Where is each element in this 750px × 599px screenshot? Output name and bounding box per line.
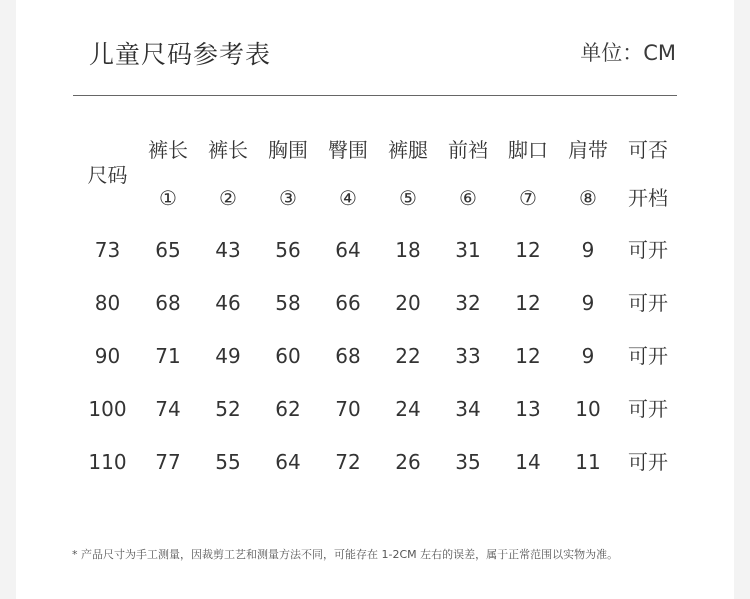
header-strap <box>558 126 618 224</box>
header-pants-length-2 <box>198 126 258 224</box>
header-marker: ② <box>219 186 237 210</box>
table-cell: 9 <box>581 238 595 262</box>
table-cell: 43 <box>215 238 241 262</box>
header-marker: ⑧ <box>579 186 597 210</box>
unit-label: 单位：CM <box>580 41 676 65</box>
table-cell: 10 <box>575 397 601 421</box>
table-row <box>77 383 678 436</box>
table-cell: 可开 <box>628 450 668 474</box>
header-chest <box>258 126 318 224</box>
table-cell: 55 <box>215 450 241 474</box>
table-row <box>77 436 678 489</box>
table-cell: 26 <box>395 450 421 474</box>
table-cell: 12 <box>515 344 541 368</box>
header-label: 可否 <box>628 138 668 162</box>
header-label: 裤腿 <box>388 138 428 162</box>
table-cell: 11 <box>575 450 601 474</box>
header-leg <box>378 126 438 224</box>
table-cell: 49 <box>215 344 241 368</box>
header-front-rise <box>438 126 498 224</box>
table-row <box>77 277 678 330</box>
header-label: 脚口 <box>508 138 548 162</box>
header-marker: ⑥ <box>459 186 477 210</box>
table-cell: 66 <box>335 291 361 315</box>
table-cell: 33 <box>455 344 481 368</box>
table-cell: 64 <box>275 450 301 474</box>
table-cell: 90 <box>94 344 121 368</box>
table-header-row <box>77 126 678 224</box>
header-marker: ① <box>159 186 177 210</box>
page-title: 儿童尺码参考表 <box>89 40 272 69</box>
header-label: 裤长 <box>208 138 248 162</box>
table-cell: 100 <box>88 397 127 421</box>
table-row <box>77 330 678 383</box>
header-size: 尺码 <box>87 163 128 187</box>
table-cell: 68 <box>155 291 181 315</box>
table-cell: 20 <box>395 291 421 315</box>
header-marker: ③ <box>279 186 297 210</box>
table-cell: 62 <box>275 397 301 421</box>
table-cell: 58 <box>275 291 301 315</box>
header-open-crotch <box>618 126 678 224</box>
header-marker: ⑤ <box>399 186 417 210</box>
table-row <box>77 224 678 277</box>
header-label: 裤长 <box>148 138 188 162</box>
header-label: 前裆 <box>448 138 488 162</box>
table-cell: 35 <box>455 450 481 474</box>
table-cell: 68 <box>335 344 361 368</box>
size-chart-page <box>16 0 734 599</box>
header-cuff <box>498 126 558 224</box>
header-label: 开档 <box>628 186 668 210</box>
table-cell: 可开 <box>628 238 668 262</box>
table-cell: 110 <box>88 450 127 474</box>
header-label: 肩带 <box>568 138 608 162</box>
table-cell: 可开 <box>628 397 668 421</box>
header-hip <box>318 126 378 224</box>
table-cell: 52 <box>215 397 241 421</box>
header-label: 胸围 <box>268 138 308 162</box>
table-cell: 80 <box>94 291 121 315</box>
table-cell: 60 <box>275 344 301 368</box>
header-marker: ⑦ <box>519 186 537 210</box>
table-cell: 74 <box>155 397 181 421</box>
title-divider <box>73 95 677 96</box>
table-cell: 22 <box>395 344 421 368</box>
table-cell: 34 <box>455 397 481 421</box>
table-cell: 24 <box>395 397 421 421</box>
table-cell: 13 <box>515 397 541 421</box>
table-cell: 31 <box>455 238 481 262</box>
table-cell: 72 <box>335 450 361 474</box>
table-cell: 46 <box>215 291 241 315</box>
table-cell: 71 <box>155 344 181 368</box>
table-cell: 9 <box>581 344 595 368</box>
table-cell: 32 <box>455 291 481 315</box>
table-cell: 65 <box>155 238 181 262</box>
header-marker: ④ <box>339 186 357 210</box>
table-cell: 9 <box>581 291 595 315</box>
table-cell: 73 <box>94 238 121 262</box>
table-cell: 14 <box>515 450 541 474</box>
table-cell: 可开 <box>628 344 668 368</box>
table-cell: 12 <box>515 291 541 315</box>
table-cell: 77 <box>155 450 181 474</box>
table-cell: 56 <box>275 238 301 262</box>
table-cell: 可开 <box>628 291 668 315</box>
table-cell: 12 <box>515 238 541 262</box>
header-pants-length-1 <box>138 126 198 224</box>
header-label: 臀围 <box>328 138 368 162</box>
size-table <box>77 126 678 489</box>
measurement-footnote: * 产品尺寸为手工测量，因裁剪工艺和测量方法不同，可能存在 1-2CM 左右的误差，属于正常范围以实物为准。 <box>72 548 619 561</box>
table-cell: 70 <box>335 397 361 421</box>
table-cell: 18 <box>395 238 421 262</box>
table-cell: 64 <box>335 238 361 262</box>
